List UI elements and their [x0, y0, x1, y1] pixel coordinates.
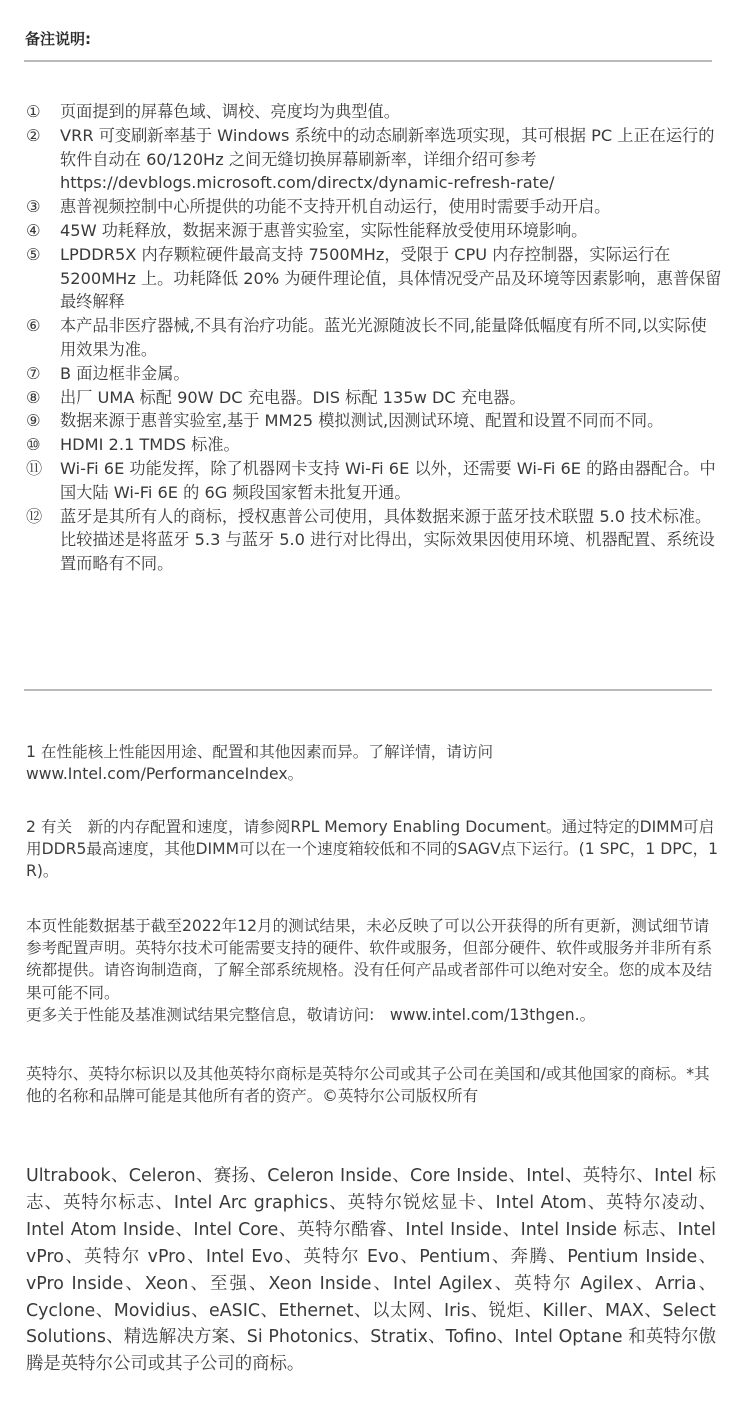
trademark-notice-text: 英特尔、英特尔标识以及其他英特尔商标是英特尔公司或其子公司在美国和/或其他国家的商标。*其他的名称和品牌可能是其他所有者的资产。©英特尔公司版权所有	[26, 1065, 710, 1106]
note-text: 蓝牙是其所有人的商标，授权惠普公司使用，具体数据来源于蓝牙技术联盟 5.0 技术标准。比较描述是将蓝牙 5.3 与蓝牙 5.0 进行对比得出，实际效果因使用环境、机器配置、系统设置而略有不同。	[60, 506, 715, 574]
note-marker: ⑥	[26, 316, 41, 336]
title-divider	[24, 60, 712, 62]
note-item	[26, 243, 722, 314]
note-marker: ④	[26, 220, 41, 240]
trademark-list: Ultrabook、Celeron、赛扬、Celeron Inside、Core Inside、Intel、英特尔、Intel 标志、英特尔标志、Intel Arc graphics、英特尔锐炫显卡、Intel Atom、英特尔凌动、Intel Atom Inside、Intel Core、英特尔酷睿、Intel Inside、Intel Inside 标志、Intel vPro、英特尔 vPro、Intel Evo、英特尔 Evo、Pentium、奔腾、Pentium Inside、vPro Inside、Xeon、至强、Xeon Inside、Intel Agilex、英特尔 Agilex、Arria、Cyclone、Movidius、eASIC、Ethernet、以太网、Iris、锐炬、Killer、MAX、Select Solutions、精选解决方案、Si Photonics、Stratix、Tofino、Intel Optane 和英特尔傲腾是英特尔公司或其子公司的商标。	[26, 1166, 716, 1375]
note-marker: ⑦	[26, 363, 41, 383]
note-marker: ⑧	[26, 387, 41, 407]
note-text: 本产品非医疗器械,不具有治疗功能。蓝光光源随波长不同,能量降低幅度有所不同,以实际使用效果为准。	[60, 316, 707, 359]
note-text: 页面提到的屏幕色域、调校、亮度均为典型值。	[60, 102, 400, 121]
note-text: Wi-Fi 6E 功能发挥，除了机器网卡支持 Wi-Fi 6E 以外，还需要 Wi-Fi 6E 的路由器配合。中国大陆 Wi-Fi 6E 的 6G 频段国家暂未批复开通。	[60, 458, 716, 502]
footnote-1-text: 1 在性能核上性能因用途、配置和其他因素而异。了解详情，请访问 www.Intel.com/PerformanceIndex。	[26, 743, 494, 784]
note-marker: ⑨	[26, 411, 41, 431]
note-item	[26, 195, 722, 219]
note-item	[26, 100, 722, 124]
footnote-2	[26, 816, 724, 883]
note-text: 45W 功耗释放，数据来源于惠普实验室，实际性能释放受使用环境影响。	[60, 220, 588, 240]
note-text: 数据来源于惠普实验室,基于 MM25 模拟测试,因测试环境、配置和设置不同而不同。	[60, 411, 664, 431]
note-marker: ③	[26, 197, 41, 217]
note-text: LPDDR5X 内存颗粒硬件最高支持 7500MHz，受限于 CPU 内存控制器，实际运行在 5200MHz 上。功耗降低 20% 为硬件理论值，具体情况受产品及环境等因素影响，惠普保留最终解释	[60, 244, 722, 312]
note-marker: ①	[26, 102, 41, 121]
note-item	[26, 219, 722, 243]
note-marker: ⑫	[26, 506, 43, 526]
footnote-2-text: 2 有关 新的内存配置和速度，请参阅RPL Memory Enabling Document。通过特定的DIMM可启用DDR5最高速度，其他DIMM可以在一个速度箱较低和不同的SAGV点下运行。(1 SPC，1 DPC，1 R)。	[26, 818, 719, 881]
note-item	[26, 433, 722, 457]
note-text: 惠普视频控制中心所提供的功能不支持开机自动运行，使用时需要手动开启。	[60, 197, 611, 217]
note-text: B 面边框非金属。	[60, 363, 190, 383]
note-item	[26, 505, 722, 576]
note-text: 出厂 UMA 标配 90W DC 充电器。DIS 标配 135w DC 充电器。	[60, 387, 526, 407]
note-item	[26, 386, 722, 410]
trademark-notice	[26, 1063, 724, 1107]
performance-disclaimer	[26, 915, 724, 1026]
section-divider	[24, 689, 712, 691]
note-marker: ⑩	[26, 435, 41, 455]
note-text: VRR 可变刷新率基于 Windows 系统中的动态刷新率选项实现，其可根据 PC 上正在运行的软件自动在 60/120Hz 之间无缝切换屏幕刷新率，详细介绍可参考 https://devblogs.microsoft.com/directx/dynamic-refresh-rate/	[60, 125, 715, 193]
note-marker: ⑤	[26, 244, 41, 264]
note-item	[26, 409, 722, 433]
note-item	[26, 362, 722, 386]
note-item	[26, 124, 722, 195]
note-item	[26, 314, 722, 362]
page-title: 备注说明:	[25, 30, 91, 48]
performance-disclaimer-text: 本页性能数据基于截至2022年12月的测试结果，未必反映了可以公开获得的所有更新，测试细节请参考配置声明。英特尔技术可能需要支持的硬件、软件或服务，但部分硬件、软件或服务并非所有系统都提供。请咨询制造商，了解全部系统规格。没有任何产品或者部件可以绝对安全。您的成本及结果可能不同。	[26, 917, 713, 1002]
note-item	[26, 457, 722, 505]
performance-link-text: 更多关于性能及基准测试结果完整信息，敬请访问: www.intel.com/13thgen.。	[26, 1005, 596, 1024]
note-text: HDMI 2.1 TMDS 标准。	[60, 435, 240, 455]
notes-list	[26, 100, 722, 576]
footnote-1	[26, 741, 724, 785]
note-marker: ②	[26, 125, 41, 145]
note-marker: ⑪	[26, 458, 43, 478]
